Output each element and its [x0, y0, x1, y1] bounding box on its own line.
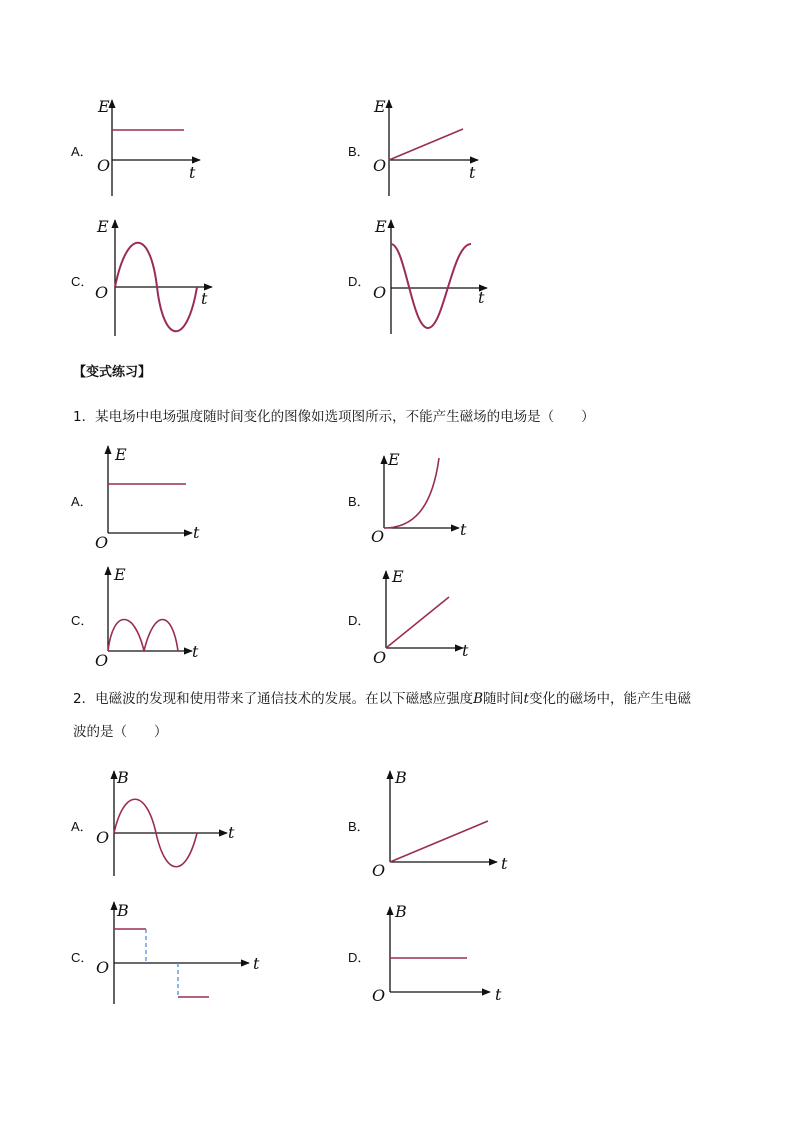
section-heading: 【变式练习】 [73, 365, 152, 380]
origin-label: O [95, 283, 109, 302]
question-2-line1-post: 变化的磁场中，能产生电磁 [528, 691, 691, 707]
axis-label-e: E [97, 217, 109, 236]
axis-label-t: t [478, 288, 485, 307]
option-label-a: A． [71, 819, 93, 834]
option-label-d: D． [348, 950, 371, 965]
origin-label: O [96, 958, 110, 977]
option-label-b: B． [348, 144, 370, 159]
axis-label-t: t [189, 163, 196, 182]
axis-label-e: E [374, 97, 386, 116]
axis-label-t: t [501, 854, 508, 873]
axis-label-t: t [462, 641, 469, 660]
question-1-text: 1．某电场中电场强度随时间变化的图像如选项图所示，不能产生磁场的电场是（ ） [73, 409, 595, 425]
option-label-a: A． [71, 494, 93, 509]
question-2-line1-mid: 随时间 [483, 691, 524, 707]
origin-label: O [373, 283, 387, 302]
question-2-var-t: t [523, 691, 529, 707]
axis-label-t: t [192, 642, 199, 661]
origin-label: O [371, 527, 385, 546]
option-label-b: B． [348, 819, 370, 834]
axis-label-e: E [392, 567, 404, 586]
origin-label: O [95, 651, 109, 670]
axis-label-b: B [395, 768, 407, 787]
axis-label-t: t [469, 163, 476, 182]
axis-label-t: t [460, 520, 467, 539]
question-2-line2: 波的是（ ） [73, 724, 168, 740]
axis-label-b: B [117, 768, 129, 787]
axis-label-t: t [228, 823, 235, 842]
axis-label-t: t [193, 523, 200, 542]
axis-label-e: E [375, 217, 387, 236]
axis-label-t: t [201, 289, 208, 308]
option-label-c: C． [71, 950, 94, 965]
option-label-c: C． [71, 274, 94, 289]
origin-label: O [97, 156, 111, 175]
axis-label-e: E [114, 565, 126, 584]
axis-label-e: E [98, 97, 110, 116]
question-2-line1-pre: 2．电磁波的发现和使用带来了通信技术的发展。在以下磁感应强度 [73, 691, 474, 707]
option-label-b: B． [348, 494, 370, 509]
option-label-c: C． [71, 613, 94, 628]
origin-label: O [372, 861, 386, 880]
origin-label: O [373, 648, 387, 667]
origin-label: O [96, 828, 110, 847]
option-label-d: D． [348, 613, 371, 628]
axis-label-e: E [388, 450, 400, 469]
origin-label: O [373, 156, 387, 175]
origin-label: O [95, 533, 109, 552]
axis-label-t: t [253, 954, 260, 973]
option-label-a: A． [71, 144, 93, 159]
origin-label: O [372, 986, 386, 1005]
option-label-d: D． [348, 274, 371, 289]
axis-label-e: E [115, 445, 127, 464]
axis-label-t: t [495, 985, 502, 1004]
question-2-var-b: B [473, 691, 484, 707]
axis-label-b: B [395, 902, 407, 921]
axis-label-b: B [117, 901, 129, 920]
